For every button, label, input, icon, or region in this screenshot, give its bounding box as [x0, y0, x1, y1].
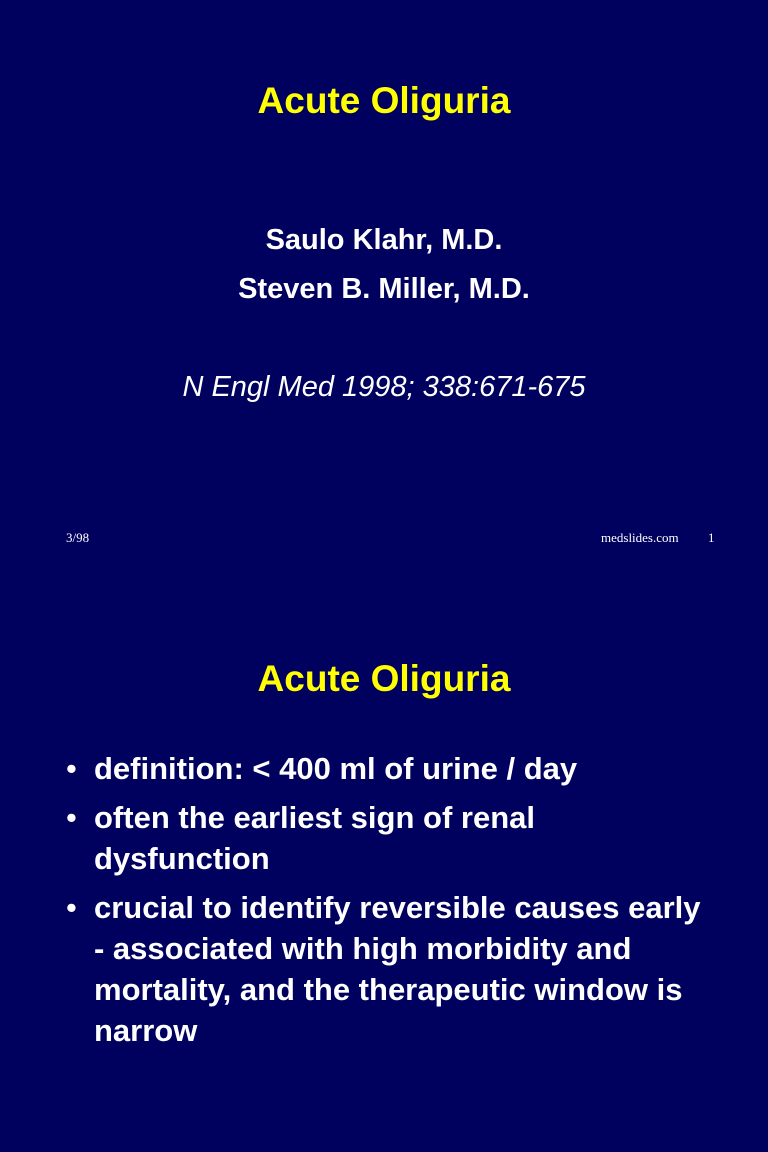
bullet-text: definition: < 400 ml of urine / day [94, 751, 578, 786]
bullet-item [66, 797, 706, 879]
bullet-list [66, 748, 706, 1059]
slide-title: Acute Oliguria [257, 80, 511, 121]
bullet-text: often the earliest sign of renal dysfunction [94, 800, 535, 876]
author-name: Steven B. Miller, M.D. [238, 273, 530, 305]
bullet-item [66, 748, 706, 789]
footer-date: 3/98 [66, 530, 90, 545]
slide-title: Acute Oliguria [257, 658, 511, 699]
slide-2 [0, 576, 768, 1152]
bullet-icon: • [66, 890, 77, 925]
bullet-text: crucial to identify reversible causes early - associated with high morbidity and mortality, and the therapeutic window is narrow [94, 890, 701, 1048]
bullet-item [66, 887, 706, 1051]
footer-site: medslides.com [601, 530, 679, 545]
bullet-icon: • [66, 800, 77, 835]
bullet-icon: • [66, 751, 77, 786]
journal-citation: N Engl Med 1998; 338:671-675 [182, 371, 586, 403]
footer-page-number: 1 [708, 530, 715, 545]
author-name: Saulo Klahr, M.D. [265, 224, 503, 256]
